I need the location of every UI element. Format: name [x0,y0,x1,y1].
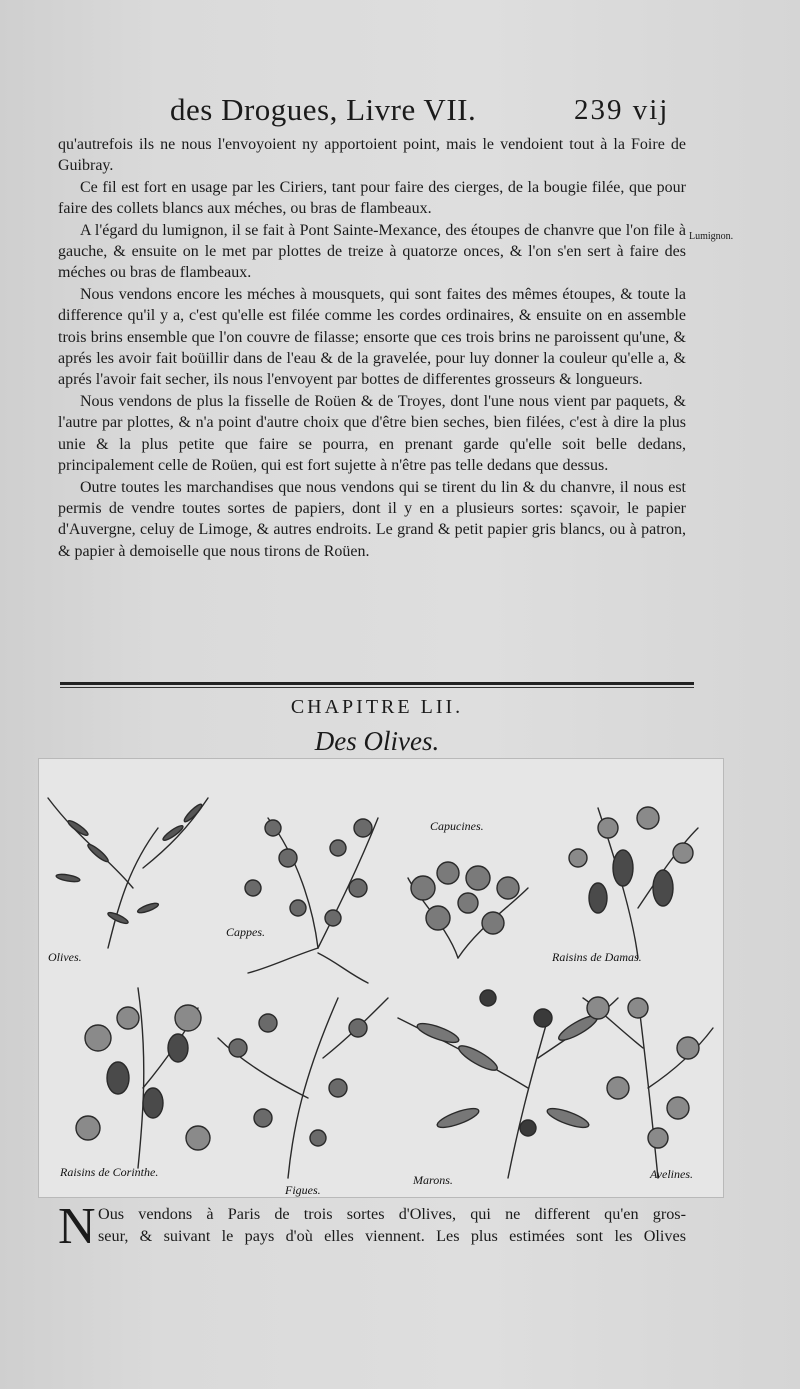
paragraph: qu'autrefois ils ne nous l'envoyoient ny apportoient point, mais le vendoient tout à la Foire de Guibray. [58,136,686,175]
section-title: Des Olives. [314,726,440,756]
chapter-rule [60,682,694,685]
olive-branch-drawing [48,798,208,948]
plant-engraving [38,758,724,1198]
engraving-illustration [38,758,724,1198]
fig-branch-drawing [218,998,388,1178]
label-olives: Olives. [48,950,82,964]
paragraph: A l'égard du lumignon, il se fait à Pont Sainte-Mexance, des étoupes de chanvre que l'on file à gauche, & ensuite on le met par plottes de treize à quatorze onces, & l'on s'en sert à faire des méches ou bras de flambeaux. [58,221,686,282]
label-avelines: Avelines. [650,1167,693,1181]
drop-cap: N [58,1198,96,1255]
running-title: des Drogues, Livre VII. [170,92,477,127]
text-line: seur, & suivant le pays d'où elles viennent. Les plus estimées sont les Olives [98,1227,686,1245]
label-raisins-corinthe: Raisins de Corinthe. [60,1165,159,1179]
chapter-title: CHAPITRE LII. [290,696,464,718]
margin-note: Lumignon. [689,231,734,242]
label-raisins-damas: Raisins de Damas. [552,950,642,964]
text-line: Ous vendons à Paris de trois sortes d'Olives, qui ne different qu'en gros- [98,1205,686,1223]
corinth-grape-drawing [76,988,210,1168]
page-number: 239 vij [574,94,670,126]
chestnut-branch-drawing [398,990,618,1178]
label-figues: Figues. [285,1183,321,1197]
paragraph: Ce fil est fort en usage par les Ciriers, tant pour faire des cierges, de la bougie filée, que pour faire des collets blancs aux méches, ou bras de flambeaux. [58,178,686,218]
body-text [58,134,686,562]
paragraph: Nous vendons de plus la fisselle de Roüen & de Troyes, dont l'une nous vient par paquets, & l'autre par plottes, & n'a point d'autre choix que d'être bien seches, bien filées, c'est à dire la plus unie & la plus petite que faire se pourra, en prenant garde qu'elle soit belle dedans, principalement celle de Roüen, qui est fort sujette à n'être pas telle dedans que dessus. [58,392,686,475]
paragraph: Outre toutes les marchandises que nous vendons qui se tirent du lin & du chanvre, il nous est permis de vendre toutes sortes de papiers, dont il y en a plusieurs sortes: sçavoir, le papier d'Auvergne, celuy de Limoge, & autres endroits. Le grand & petit papier gris blancs, ou à patron, & papier à demoiselle que nous tirons de Roüen. [58,478,686,560]
chapter-rule-thin [60,687,694,688]
capucine-plant-drawing [408,862,528,958]
caper-plant-drawing [245,818,378,983]
label-capucines: Capucines. [430,819,484,833]
label-cappes: Cappes. [226,925,265,939]
paragraph: Nous vendons encore les méches à mousquets, qui sont faites des mêmes étoupes, & toute la difference qu'il y a, c'est qu'elle est filée comme les cordes ordinaires, & ensuite on en assemble trois brins ensemble que l'on couvre de filasse; ensorte que ces trois brins ne paroissent qu'une, & aprés les avoir fait boüillir dans de l'eau & de la gravelée, pour luy donner la couleur qu'elle a, & aprés l'avoir fait secher, ils nous l'envoyent par bottes de differentes grosseurs & longueurs. [58,285,686,389]
label-marons: Marons. [413,1173,453,1187]
damask-grape-drawing [569,807,698,958]
hazelnut-branch-drawing [583,997,713,1178]
page-header [170,92,690,132]
